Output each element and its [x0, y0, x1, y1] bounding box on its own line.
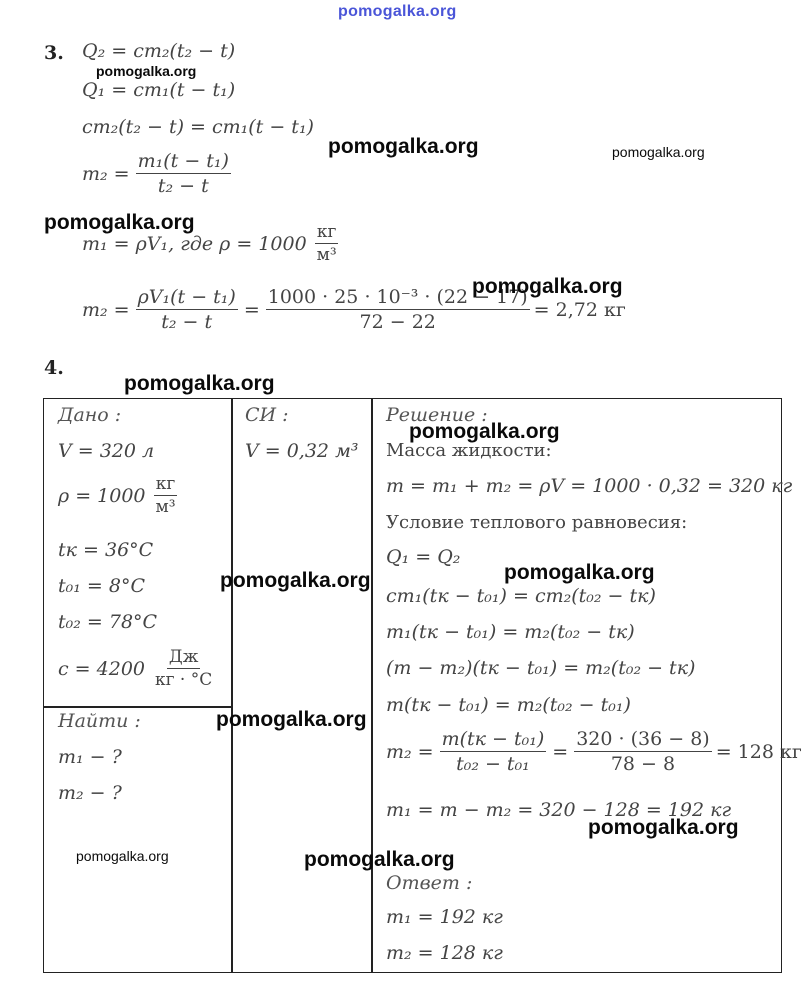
solution-eq3: m₁(tк − t₀₁) = m₂(t₀₂ − tк): [386, 621, 635, 643]
p3-m1-unit-num: кг: [316, 222, 337, 242]
given-tk: tк = 36°C: [58, 539, 154, 561]
solution-m1-line: m₁ = m − m₂ = 320 − 128 = 192 кг: [386, 799, 732, 821]
watermark: pomogalka.org: [220, 569, 371, 592]
p3-final-num2: 1000 · 25 · 10⁻³ · (22 − 17): [267, 286, 528, 308]
p3-line-2: Q₁ = cm₁(t − t₁): [82, 79, 236, 101]
given-density: [58, 474, 178, 517]
solution-m2-frac1: [440, 728, 547, 775]
solution-m2-den1: t₀₂ − t₀₁: [456, 753, 530, 775]
solution-m2-num1: m(tк − t₀₁): [441, 728, 545, 750]
watermark: pomogalka.org: [472, 275, 623, 298]
si-header: СИ :: [245, 404, 289, 426]
given-density-unit: [154, 474, 178, 517]
given-t02: t₀₂ = 78°C: [58, 611, 158, 633]
p3-final-result: = 2,72 кг: [533, 298, 626, 321]
watermark: pomogalka.org: [328, 135, 479, 158]
solution-cond-title: Условие теплового равновесия:: [386, 512, 688, 533]
p3-final-lhs: m₂ =: [82, 298, 130, 321]
solution-mass-title: Масса жидкости:: [386, 440, 552, 461]
find-m1: m₁ − ?: [58, 746, 122, 768]
watermark: pomogalka.org: [588, 816, 739, 839]
p3-final-eq: =: [243, 298, 260, 321]
answer-m1: m₁ = 192 кг: [386, 906, 503, 928]
solution-eq4: (m − m₂)(tк − t₀₁) = m₂(t₀₂ − tк): [386, 657, 696, 679]
problem-4-number: 4.: [44, 357, 64, 379]
solution-m2-result: = 128 кг: [715, 740, 802, 763]
p3-final-frac1: [136, 286, 238, 333]
watermark: pomogalka.org: [96, 63, 197, 79]
given-c-lhs: c = 4200: [58, 657, 145, 680]
watermark: pomogalka.org: [216, 708, 367, 731]
solution-m2-frac2: [574, 728, 711, 775]
p3-m2-den: t₂ − t: [157, 175, 209, 197]
p3-final-den1: t₂ − t: [161, 311, 213, 333]
p3-m2-formula: [82, 150, 231, 197]
p3-m2-num: m₁(t − t₁): [137, 150, 229, 172]
problem-3-number: 3.: [44, 42, 64, 64]
find-m2: m₂ − ?: [58, 782, 122, 804]
solution-eq1: Q₁ = Q₂: [386, 546, 461, 568]
given-density-unit-den: м³: [155, 497, 176, 517]
given-c-unit: [153, 647, 214, 690]
solution-mass-eq: m = m₁ + m₂ = ρV = 1000 · 0,32 = 320 кг: [386, 475, 793, 497]
given-heat-capacity: [58, 647, 214, 690]
p3-m2-lhs: m₂ =: [82, 162, 130, 185]
solution-header: Решение :: [386, 404, 488, 426]
p3-line-1: Q₂ = cm₂(t₂ − t): [82, 40, 236, 62]
given-c-unit-den: кг · °C: [155, 670, 213, 690]
answer-header: Ответ :: [386, 872, 473, 894]
given-density-lhs: ρ = 1000: [58, 484, 146, 507]
given-volume: V = 320 л: [58, 440, 155, 462]
watermark: pomogalka.org: [504, 561, 655, 584]
given-t01: t₀₁ = 8°C: [58, 575, 145, 597]
si-volume: V = 0,32 м³: [245, 440, 359, 462]
watermark: pomogalka.org: [612, 144, 705, 160]
p3-m2-fraction: [136, 150, 231, 197]
watermark: pomogalka.org: [304, 848, 455, 871]
answer-m2: m₂ = 128 кг: [386, 942, 503, 964]
solution-eq2: cm₁(tк − t₀₁) = cm₂(t₀₂ − tк): [386, 585, 656, 607]
watermark: pomogalka.org: [44, 211, 195, 234]
p3-line-3: cm₂(t₂ − t) = cm₁(t − t₁): [82, 116, 314, 138]
solution-m2-den2: 78 − 8: [610, 753, 676, 775]
si-cell: [231, 398, 373, 973]
given-c-unit-num: Дж: [168, 647, 199, 667]
top-watermark[interactable]: pomogalka.org: [338, 3, 457, 20]
solution-m2-lhs: m₂ =: [386, 740, 434, 763]
watermark: pomogalka.org: [124, 372, 275, 395]
p3-m1-prefix: m₁ = ρV₁, где ρ = 1000: [82, 232, 307, 255]
p3-final-num1: ρV₁(t − t₁): [137, 286, 236, 308]
given-header: Дано :: [58, 404, 122, 426]
solution-m2-num2: 320 · (36 − 8): [576, 728, 710, 750]
p3-m1-unit: [315, 222, 339, 265]
solution-eq5: m(tк − t₀₁) = m₂(t₀₂ − t₀₁): [386, 694, 631, 716]
given-density-unit-num: кг: [155, 474, 176, 494]
p3-m1-unit-den: м³: [316, 245, 337, 265]
solution-m2-eq: =: [552, 740, 569, 763]
p3-final-den2: 72 − 22: [359, 311, 436, 333]
watermark: pomogalka.org: [409, 420, 560, 443]
solution-m2-formula: [386, 728, 802, 775]
find-header: Найти :: [58, 710, 141, 732]
watermark: pomogalka.org: [76, 848, 169, 864]
